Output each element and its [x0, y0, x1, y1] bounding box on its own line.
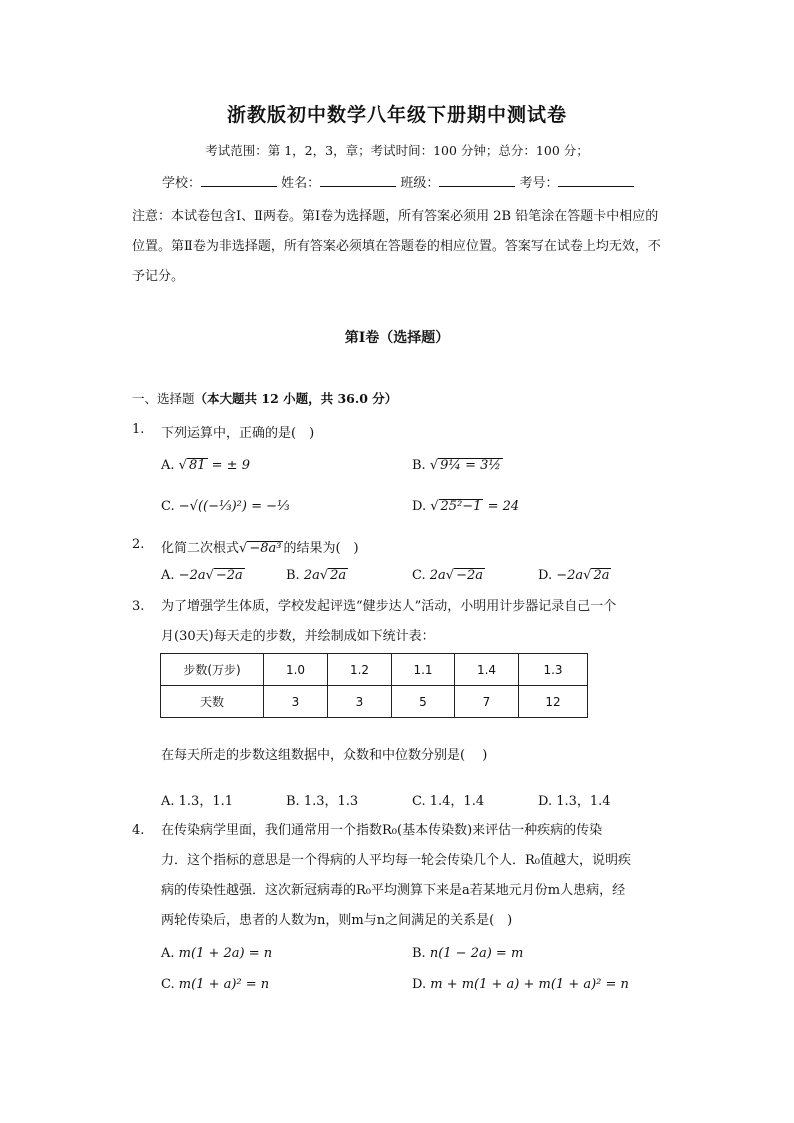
table-row: [161, 686, 588, 718]
table-cell: 1.3: [519, 654, 588, 686]
student-info-line: [162, 172, 634, 191]
q4-line1: 在传染病学里面，我们通常用一个指数R₀(基本传染数)来评估一种疾病的传染: [161, 823, 603, 838]
table-cell: 1.0: [264, 654, 328, 686]
q3-number: 3.: [132, 599, 145, 614]
q4-option-d[interactable]: D. m + m(1 + a) + m(1 + a)² = n: [412, 977, 629, 992]
q1-option-d[interactable]: [412, 499, 519, 514]
school-blank[interactable]: [201, 174, 277, 187]
q1-c-label: C.: [161, 499, 175, 514]
q3-line2: 月(30天)每天走的步数，并绘制成如下统计表：: [161, 629, 435, 644]
table-cell: 7: [455, 686, 519, 718]
exam-notice: 注意：本试卷包含Ⅰ、Ⅱ两卷。第Ⅰ卷为选择题，所有答案必须用 2B 铅笔涂在答题卡中相应的位置。第Ⅱ卷为非选择题，所有答案必须填在答题卷的相应位置。答案写在试卷上均无效，不予记分。: [132, 209, 661, 284]
q1-c-math: −√((−⅓)²) = −⅓: [178, 499, 290, 514]
part-detail: （本大题共 12 小题，共 36.0 分）: [194, 391, 398, 406]
q4-number: 4.: [132, 823, 145, 838]
table-cell: 1.4: [455, 654, 519, 686]
q1-text: 下列运算中，正确的是( ): [161, 426, 315, 441]
q1-d-label: D.: [412, 499, 427, 514]
q3-question: 在每天所走的步数这组数据中，众数和中位数分别是( ): [161, 748, 488, 763]
q1-a-math: √ 81 = ± 9: [178, 458, 250, 473]
q2-option-b[interactable]: B. 2a√ 2a: [286, 568, 347, 583]
table-cell: 步数(万步): [161, 654, 264, 686]
q4-line3: 病的传染性越强．这次新冠病毒的R₀平均测算下来是a若某地元月份m人患病，经: [161, 883, 626, 898]
q1-option-b[interactable]: [412, 458, 503, 473]
id-label: 考号：: [519, 176, 559, 191]
table-row: [161, 654, 588, 686]
q1-option-c[interactable]: [161, 499, 290, 514]
q3-option-d[interactable]: D. 1.3，1.4: [538, 794, 611, 809]
q3-option-a[interactable]: A. 1.3，1.1: [161, 794, 234, 809]
table-cell: 3: [264, 686, 328, 718]
q3-line1: 为了增强学生体质，学校发起评选“健步达人”活动，小明用计步器记录自己一个: [161, 599, 617, 614]
q4-option-c[interactable]: C. m(1 + a)² = n: [161, 977, 270, 992]
q2-number: 2.: [132, 537, 145, 552]
exam-meta: 考试范围：第 1，2，3，章；考试时间：100 分钟；总分：100 分；: [205, 143, 589, 158]
table-cell: 5: [392, 686, 455, 718]
q4-option-a[interactable]: A. m(1 + 2a) = n: [161, 946, 273, 961]
q1-a-label: A.: [161, 458, 175, 473]
table-cell: 3: [328, 686, 392, 718]
q1-d-math: √ 25²−1 = 24: [430, 499, 520, 514]
q2-option-c[interactable]: C. 2a√ −2a: [412, 568, 484, 583]
section-heading: 第Ⅰ卷（选择题）: [344, 330, 450, 346]
q4-line2: 力．这个指标的意思是一个得病的人平均每一轮会传染几个人．R₀值越大，说明疾: [161, 853, 632, 868]
q1-number: 1.: [132, 422, 145, 437]
table-cell: 12: [519, 686, 588, 718]
name-blank[interactable]: [320, 174, 396, 187]
q2-text: 化简二次根式√ −8a³ 的结果为( ): [161, 541, 359, 556]
q1-option-a[interactable]: [161, 458, 250, 473]
class-label: 班级：: [400, 176, 440, 191]
q2-option-a[interactable]: A. −2a√ −2a: [161, 568, 243, 583]
name-label: 姓名：: [281, 176, 321, 191]
table-cell: 天数: [161, 686, 264, 718]
q2-option-d[interactable]: D. −2a√ 2a: [538, 568, 610, 583]
exam-title: 浙教版初中数学八年级下册期中测试卷: [226, 104, 567, 126]
table-cell: 1.1: [392, 654, 455, 686]
q3-text: [161, 592, 661, 652]
q4-text: [161, 816, 661, 936]
id-blank[interactable]: [558, 174, 634, 187]
part-heading: [132, 389, 397, 407]
q4-option-b[interactable]: B. n(1 − 2a) = m: [412, 946, 524, 961]
school-label: 学校：: [162, 176, 202, 191]
part-prefix: 一、选择题: [132, 391, 195, 406]
class-blank[interactable]: [439, 174, 515, 187]
q3-option-b[interactable]: B. 1.3，1.3: [286, 794, 359, 809]
q3-option-c[interactable]: C. 1.4，1.4: [412, 794, 485, 809]
q1-b-label: B.: [412, 458, 426, 473]
steps-table: [160, 653, 588, 718]
table-cell: 1.2: [328, 654, 392, 686]
q4-line4: 两轮传染后，患者的人数为n，则m与n之间满足的关系是( ): [161, 913, 513, 928]
q1-b-math: √ 9¼ = 3½: [429, 458, 502, 473]
